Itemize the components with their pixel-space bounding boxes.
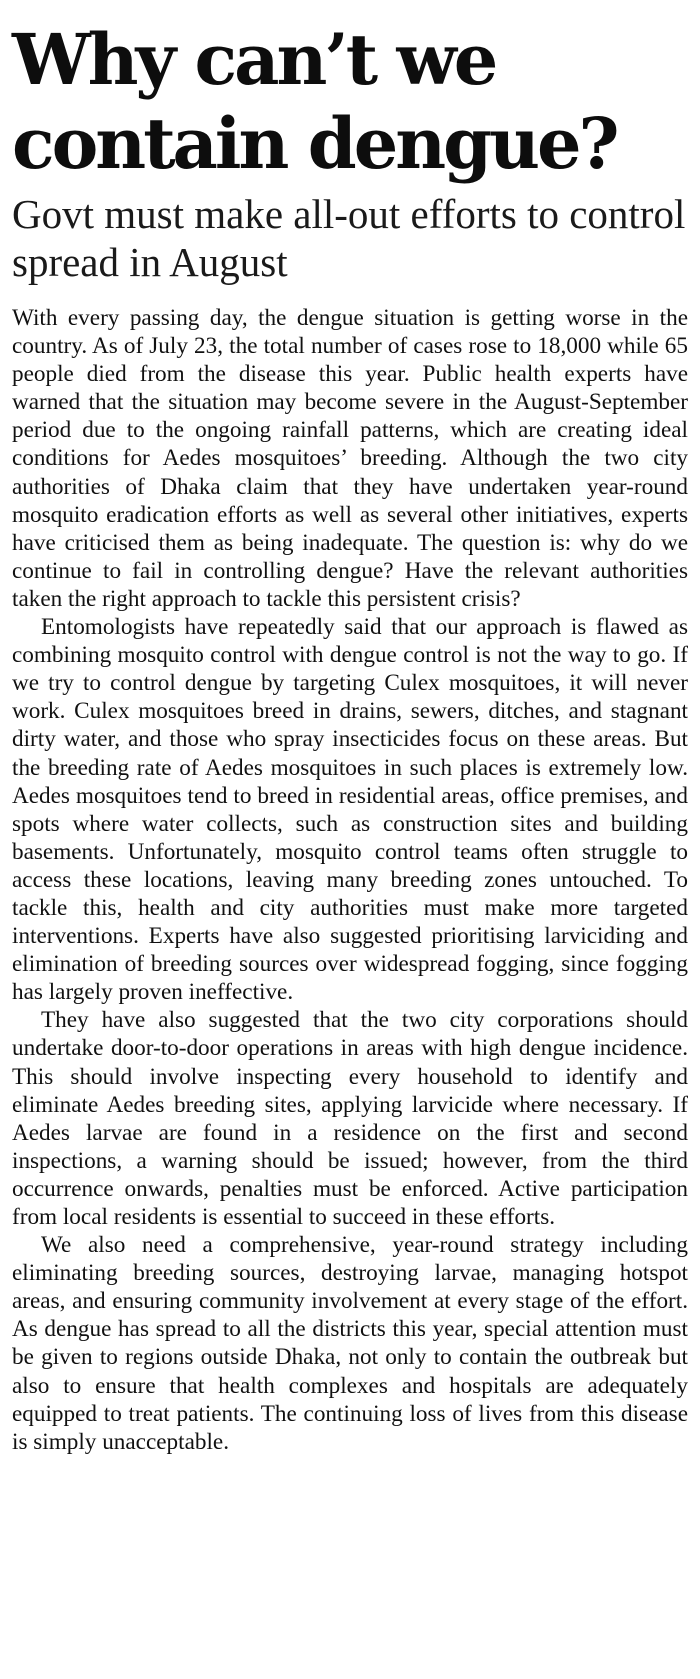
headline: Why can’t we contain dengue?: [12, 18, 617, 185]
paragraph-3: They have also suggested that the two city corporations should undertake door-to-door operations in areas with high dengue incidence. This should involve inspecting every household to identify and eliminate Aedes breeding sites, applying larvicide where necessary. If Aedes larvae are found in a residence on the first and second inspections, a warning should be issued; however, from the third occurrence onwards, penalties must be enforced. Active participation from local residents is essential to succeed in these efforts.: [12, 1007, 688, 1230]
paragraph-1: With every passing day, the dengue situation is getting worse in the country. As of July 23, the total number of cases rose to 18,000 while 65 people died from the disease this year. Public health experts have warned that the situation may become severe in the August-September period due to the ongoing rainfall patterns, which are creating ideal conditions for Aedes mosquitoes’ breeding. Although the two city authorities of Dhaka claim that they have undertaken year-round mosquito eradication efforts as well as several other initiatives, experts have criticised them as being inadequate. The question is: why do we continue to fail in controlling dengue? Have the relevant authorities taken the right approach to tackle this persistent crisis?: [12, 305, 688, 612]
article-body: [12, 304, 688, 1456]
paragraph-4: We also need a comprehensive, year-round strategy including eliminating breeding sources, destroying larvae, managing hotspot areas, and ensuring community involvement at every stage of the effort. As dengue has spread to all the districts this year, special attention must be given to regions outside Dhaka, not only to contain the outbreak but also to ensure that health complexes and hospitals are adequately equipped to treat patients. The continuing loss of lives from this disease is simply unacceptable.: [12, 1232, 688, 1455]
subheadline: Govt must make all-out efforts to control spread in August: [12, 191, 686, 285]
paragraph-2: Entomologists have repeatedly said that our approach is flawed as combining mosquito control with dengue control is not the way to go. If we try to control dengue by targeting Culex mosquitoes, it will never work. Culex mosquitoes breed in drains, sewers, ditches, and stagnant dirty water, and those who spray insecticides focus on these areas. But the breeding rate of Aedes mosquitoes in such places is extremely low. Aedes mosquitoes tend to breed in residential areas, office premises, and spots where water collects, such as construction sites and building basements. Unfortunately, mosquito control teams often struggle to access these locations, leaving many breeding zones untouched. To tackle this, health and city authorities must make more targeted interventions. Experts have also suggested prioritising larviciding and elimination of breeding sources over widespread fogging, since fogging has largely proven ineffective.: [12, 614, 688, 1006]
